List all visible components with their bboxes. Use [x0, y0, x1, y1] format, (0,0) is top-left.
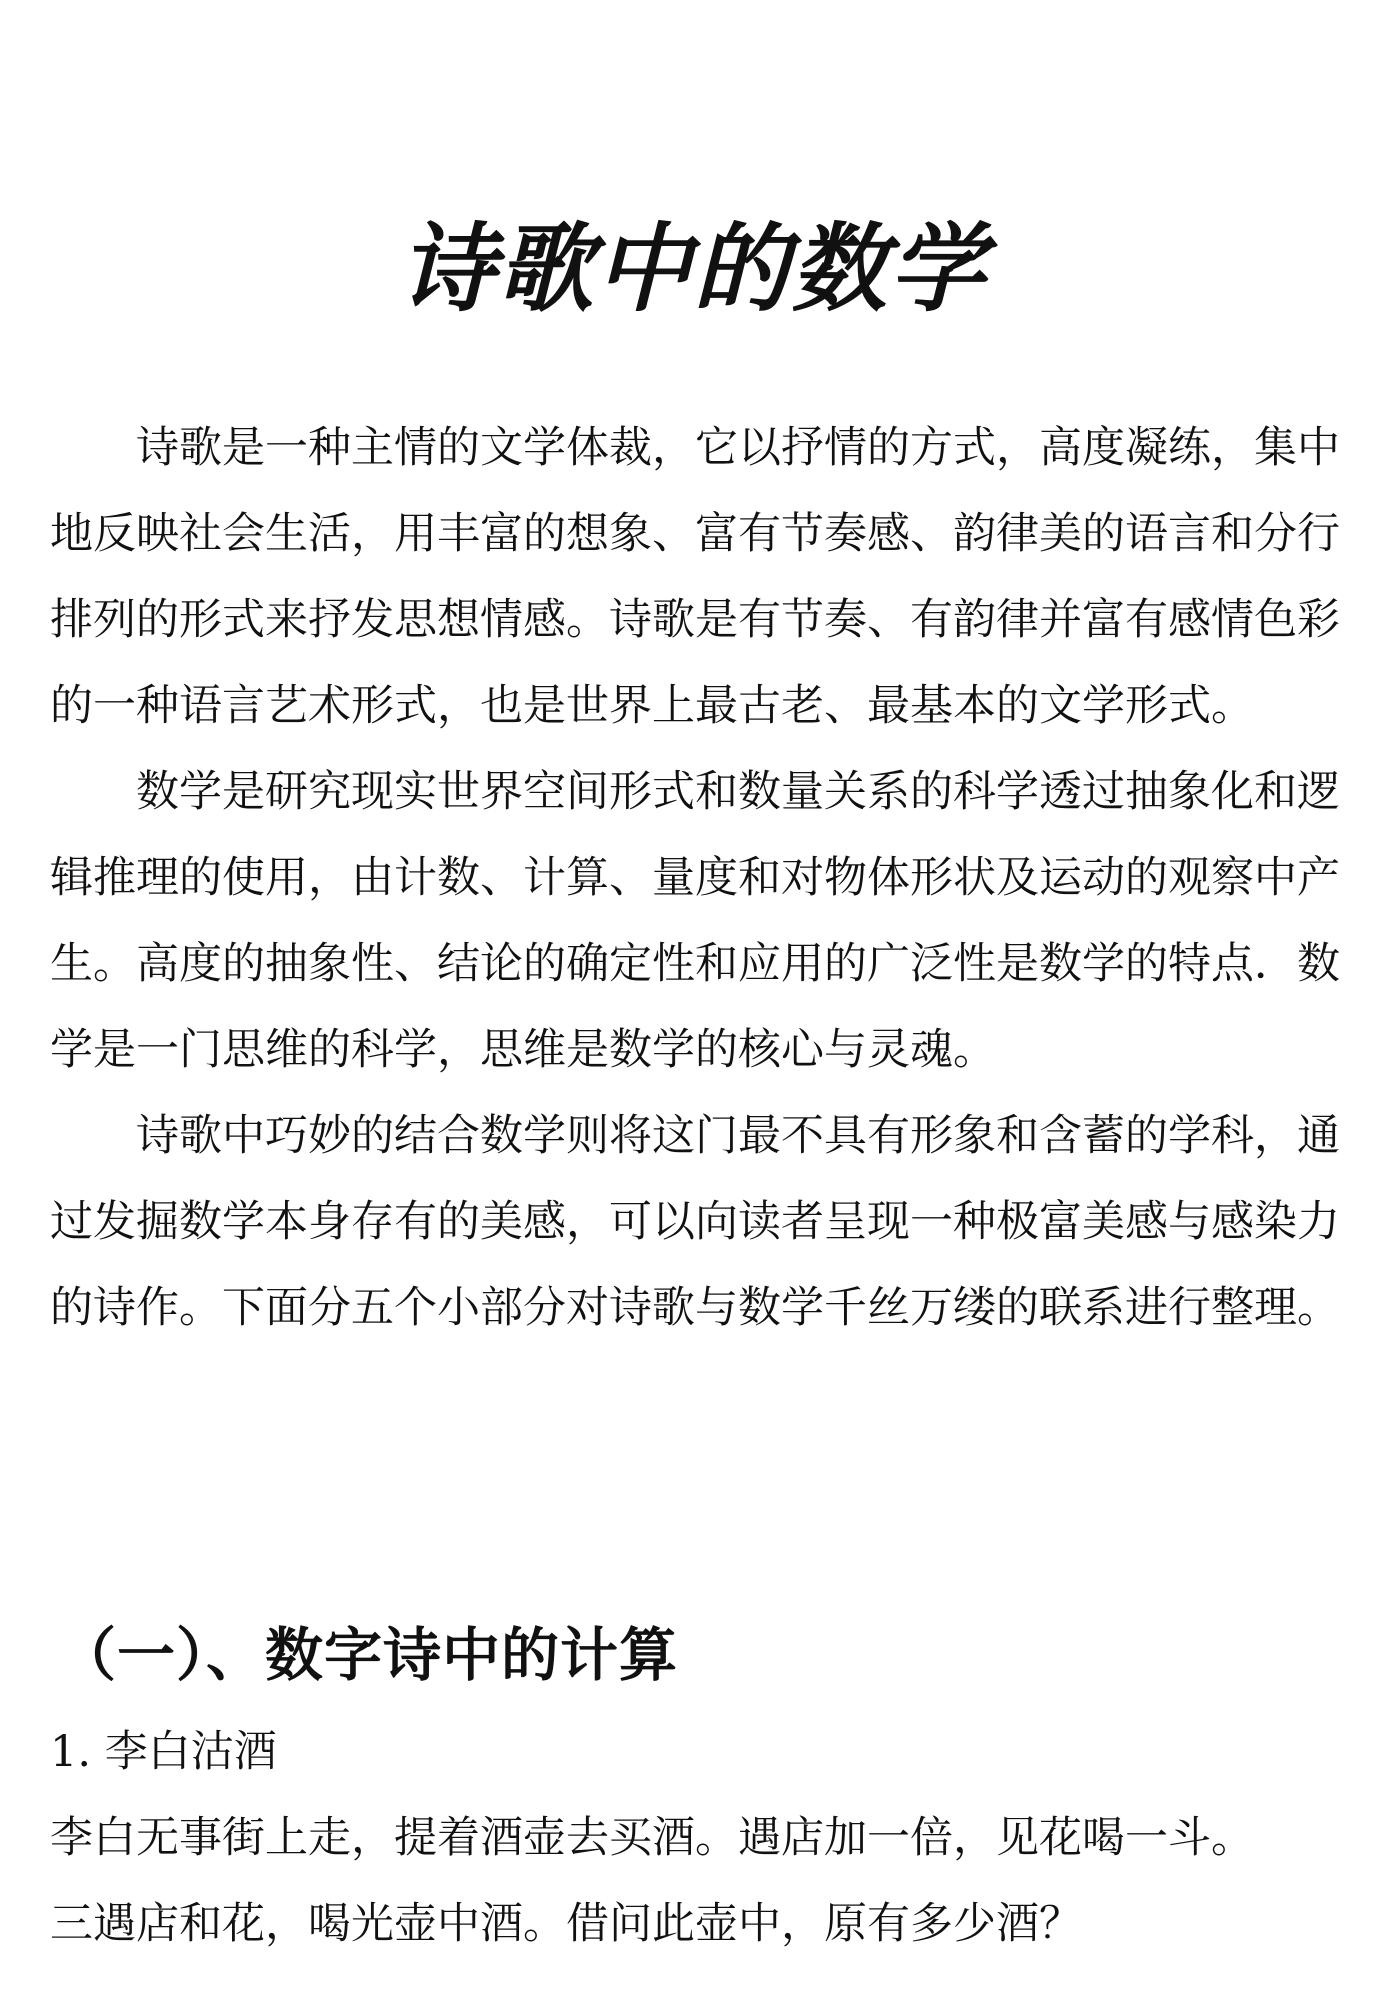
- section-heading: （一）、数字诗中的计算: [58, 1621, 679, 1689]
- document-title: 诗歌中的数学: [399, 213, 987, 326]
- paragraph-poetry-definition: 诗歌是一种主情的文学体裁，它以抒情的方式，高度凝练，集中地反映社会生活，用丰富的想象、富有节奏感、韵律美的语言和分行排列的形式来抒发思想情感。诗歌是有节奏、有韵律并富有感情色彩的一种语言艺术形式，也是世界上最古老、最基本的文学形式。: [50, 423, 1340, 731]
- paragraph-poetry-math-combination: 诗歌中巧妙的结合数学则将这门最不具有形象和含蓄的学科，通过发掘数学本身存有的美感，可以向读者呈现一种极富美感与感染力的诗作。下面分五个小部分对诗歌与数学千丝万缕的联系进行整理。: [50, 1111, 1340, 1333]
- sub-item-title: 1. 李白沽酒: [50, 1727, 277, 1777]
- poem-block: [50, 1795, 1350, 1967]
- paragraph-math-definition: 数学是研究现实世界空间形式和数量关系的科学透过抽象化和逻辑推理的使用，由计数、计算、量度和对物体形状及运动的观察中产生。高度的抽象性、结论的确定性和应用的广泛性是数学的特点．数学是一门思维的科学，思维是数学的核心与灵魂。: [50, 767, 1340, 1075]
- intro-body: [50, 405, 1340, 1351]
- poem-line: 三遇店和花，喝光壶中酒。借问此壶中，原有多少酒？: [50, 1899, 1082, 1949]
- poem-line: 李白无事街上走，提着酒壶去买酒。遇店加一倍，见花喝一斗。: [50, 1813, 1254, 1863]
